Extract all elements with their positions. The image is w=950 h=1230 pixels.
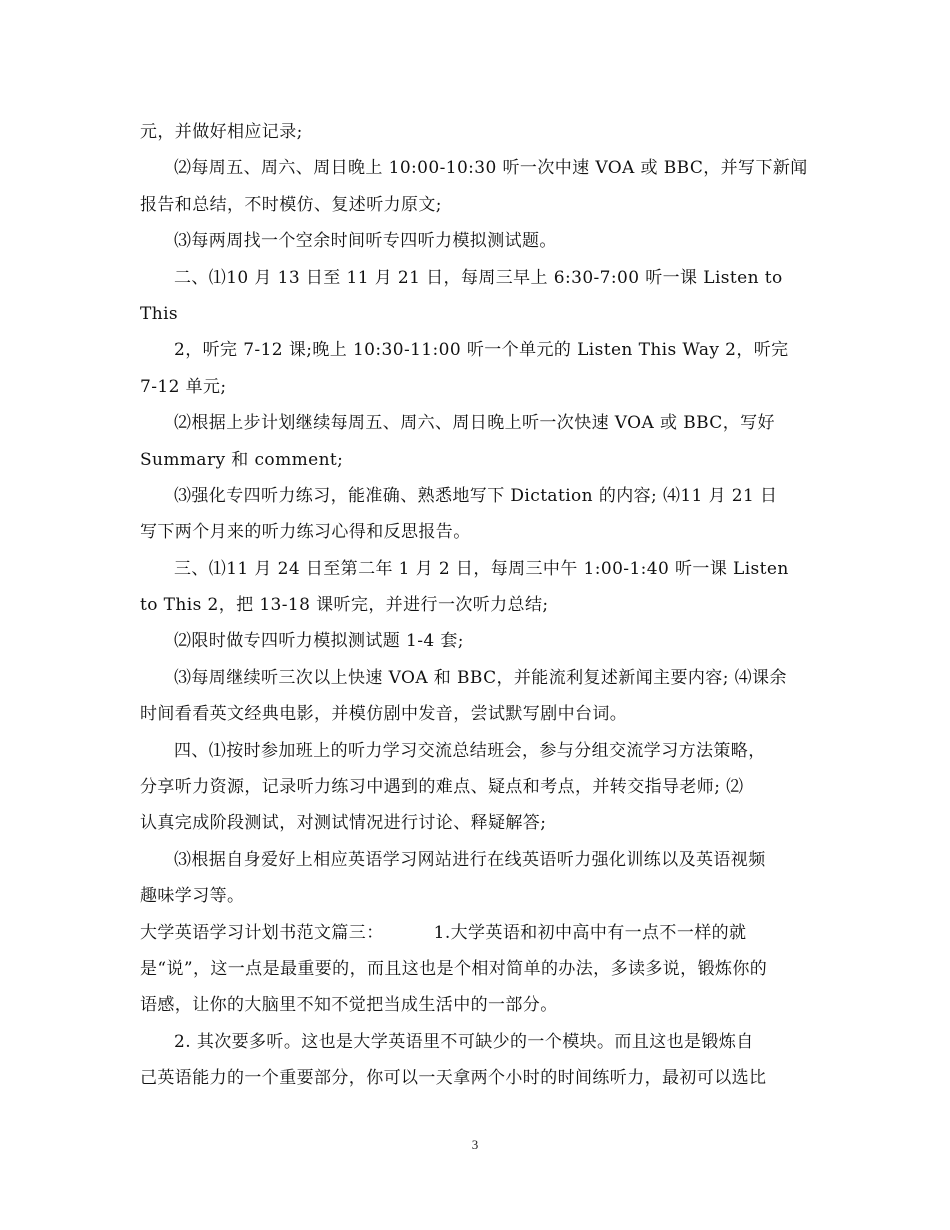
paragraph-line: 语感，让你的大脑里不知不觉把当成生活中的一部分。 (140, 995, 558, 1016)
paragraph-line: 是“说”，这一点是最重要的，而且这也是个相对简单的办法，多读多说，锻炼你的 (140, 958, 768, 979)
section-heading-line (140, 915, 820, 951)
paragraph-line: ⑶每两周找一个空余时间听专四听力模拟测试题。 (174, 231, 557, 252)
paragraph-line: 二、⑴10 月 13 日至 11 月 21 日，每周三早上 6:30-7:00 听一课 Listen to (174, 267, 783, 288)
paragraph-line: ⑶每周继续听三次以上快速 VOA 和 BBC，并能流利复述新闻主要内容; ⑷课余 (174, 667, 787, 688)
page-number: 3 (471, 1137, 479, 1152)
paragraph-line: 己英语能力的一个重要部分，你可以一天拿两个小时的时间练听力，最初可以选比 (140, 1068, 767, 1089)
paragraph-line: ⑶根据自身爱好上相应英语学习网站进行在线英语听力强化训练以及英语视频 (174, 849, 766, 870)
paragraph-line: 分享听力资源，记录听力练习中遇到的难点、疑点和考点，并转交指导老师; ⑵ (140, 777, 744, 798)
document-body (140, 114, 820, 1097)
paragraph-line: to This 2，把 13-18 课听完，并进行一次听力总结; (140, 595, 549, 616)
paragraph-line: 时间看看英文经典电影，并模仿剧中发音，尝试默写剧中台词。 (140, 704, 628, 725)
paragraph-line: 趣味学习等。 (140, 886, 245, 907)
paragraph-line: ⑶强化专四听力练习，能准确、熟悉地写下 Dictation 的内容; ⑷11 月 21 日 (174, 485, 778, 506)
paragraph-line: Summary 和 comment; (140, 449, 344, 470)
section-first-line: 1.大学英语和初中高中有一点不一样的就 (433, 922, 747, 943)
paragraph-line: 元，并做好相应记录; (140, 122, 303, 142)
paragraph-line: 四、⑴按时参加班上的听力学习交流总结班会，参与分组交流学习方法策略， (174, 740, 766, 761)
paragraph-line: 三、⑴11 月 24 日至第二年 1 月 2 日，每周三中午 1:00-1:40 听一课 Listen (174, 558, 789, 579)
paragraph-line: 认真完成阶段测试，对测试情况进行讨论、释疑解答; (140, 813, 547, 834)
paragraph-line: ⑵限时做专四听力模拟测试题 1-4 套; (174, 631, 464, 652)
paragraph-line: 2，听完 7-12 课;晚上 10:30-11:00 听一个单元的 Listen This Way 2，听完 (174, 340, 789, 361)
section-heading: 大学英语学习计划书范文篇三： (140, 922, 384, 943)
paragraph-line: ⑵根据上步计划继续每周五、周六、周日晚上听一次快速 VOA 或 BBC，写好 (174, 413, 775, 434)
paragraph-line: This (140, 303, 179, 324)
paragraph-line: ⑵每周五、周六、周日晚上 10:00-10:30 听一次中速 VOA 或 BBC，并写下新闻 (174, 158, 808, 179)
paragraph-line: 报告和总结，不时模仿、复述听力原文; (140, 194, 442, 215)
paragraph-line: 2. 其次要多听。这也是大学英语里不可缺少的一个模块。而且这也是锻炼自 (174, 1031, 754, 1052)
paragraph-line: 写下两个月来的听力练习心得和反思报告。 (140, 522, 471, 543)
paragraph-line: 7-12 单元; (140, 376, 227, 397)
